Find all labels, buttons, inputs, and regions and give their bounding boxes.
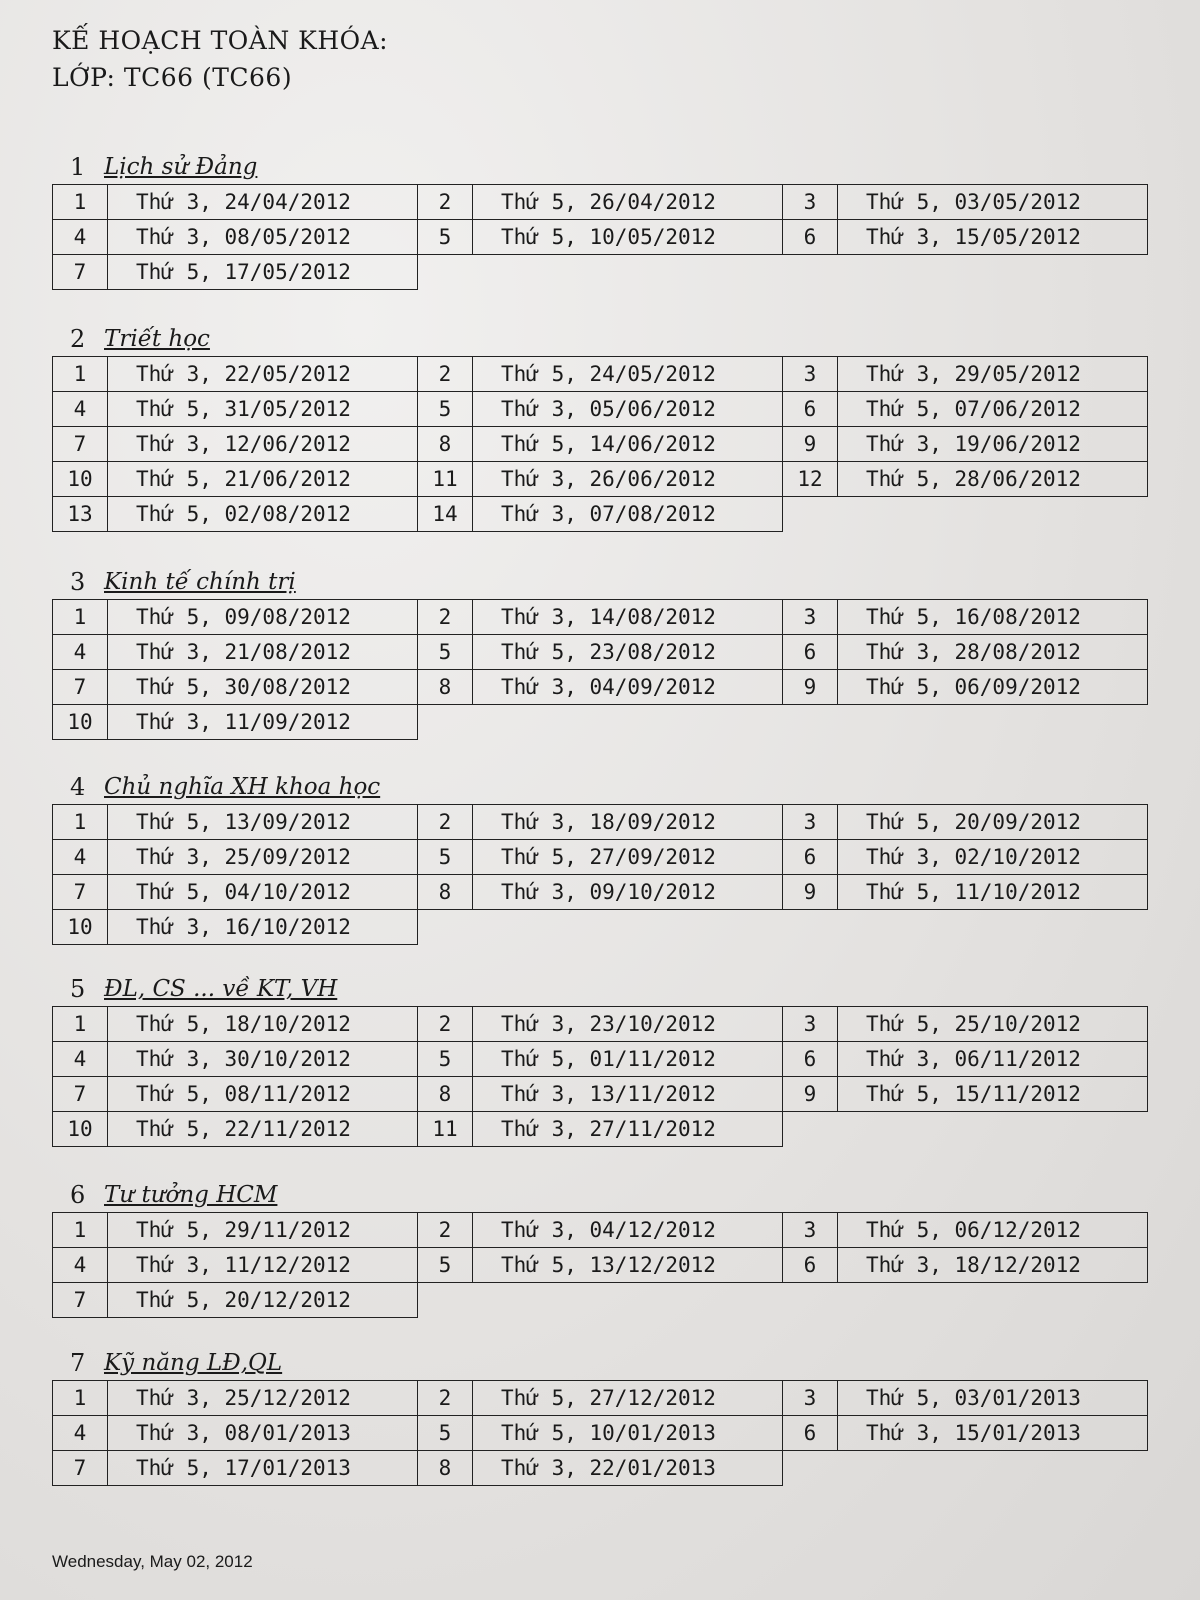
session-number: 1 [53, 805, 108, 840]
table-row [53, 427, 1148, 462]
table-row [53, 1451, 1148, 1486]
session-number: 2 [418, 357, 473, 392]
session-date: Thứ 3, 23/10/2012 [473, 1007, 783, 1042]
session-number: 3 [783, 600, 838, 635]
session-number: 2 [418, 1213, 473, 1248]
table-row [53, 1112, 1148, 1147]
course-section [52, 150, 1148, 290]
session-date: Thứ 5, 02/08/2012 [108, 497, 418, 532]
section-number: 6 [70, 1181, 86, 1209]
table-row [53, 1381, 1148, 1416]
course-section [52, 1178, 1148, 1318]
session-date: Thứ 5, 25/10/2012 [838, 1007, 1148, 1042]
session-number: 3 [783, 1007, 838, 1042]
session-date: Thứ 3, 26/06/2012 [473, 462, 783, 497]
session-date: Thứ 5, 29/11/2012 [108, 1213, 418, 1248]
session-number: 12 [783, 462, 838, 497]
session-date: Thứ 5, 30/08/2012 [108, 670, 418, 705]
session-number: 6 [783, 840, 838, 875]
session-date: Thứ 5, 28/06/2012 [838, 462, 1148, 497]
section-title: ĐL, CS ... về KT, VH [104, 976, 338, 1002]
session-number: 2 [418, 1007, 473, 1042]
table-row [53, 910, 1148, 945]
session-date: Thứ 3, 18/12/2012 [838, 1248, 1148, 1283]
session-date: Thứ 5, 26/04/2012 [473, 185, 783, 220]
session-number: 8 [418, 427, 473, 462]
session-number: 5 [418, 635, 473, 670]
section-number: 5 [70, 975, 86, 1003]
table-row [53, 255, 1148, 290]
session-date: Thứ 5, 17/05/2012 [108, 255, 418, 290]
session-number: 4 [53, 1042, 108, 1077]
session-number: 1 [53, 1007, 108, 1042]
session-number: 3 [783, 357, 838, 392]
session-number: 8 [418, 875, 473, 910]
session-date: Thứ 5, 24/05/2012 [473, 357, 783, 392]
session-date: Thứ 3, 09/10/2012 [473, 875, 783, 910]
session-number: 6 [783, 392, 838, 427]
section-heading [52, 1178, 1148, 1212]
session-date: Thứ 3, 21/08/2012 [108, 635, 418, 670]
empty-cell [783, 255, 838, 290]
section-title: Chủ nghĩa XH khoa học [104, 774, 381, 800]
session-number: 13 [53, 497, 108, 532]
session-number: 4 [53, 392, 108, 427]
empty-cell [473, 910, 783, 945]
section-heading [52, 972, 1148, 1006]
session-number: 9 [783, 875, 838, 910]
empty-cell [418, 910, 473, 945]
session-date: Thứ 5, 20/12/2012 [108, 1283, 418, 1318]
section-title: Triết học [104, 326, 210, 352]
empty-cell [418, 705, 473, 740]
session-date: Thứ 5, 11/10/2012 [838, 875, 1148, 910]
session-number: 5 [418, 1248, 473, 1283]
session-date: Thứ 3, 24/04/2012 [108, 185, 418, 220]
session-date: Thứ 5, 06/12/2012 [838, 1213, 1148, 1248]
session-number: 1 [53, 600, 108, 635]
empty-cell [418, 255, 473, 290]
session-number: 9 [783, 427, 838, 462]
session-number: 1 [53, 357, 108, 392]
session-date: Thứ 3, 04/09/2012 [473, 670, 783, 705]
table-row [53, 705, 1148, 740]
session-date: Thứ 5, 27/09/2012 [473, 840, 783, 875]
table-row [53, 1213, 1148, 1248]
section-title: Kinh tế chính trị [104, 569, 296, 595]
empty-cell [838, 255, 1148, 290]
session-table [52, 1006, 1148, 1147]
session-date: Thứ 3, 22/05/2012 [108, 357, 418, 392]
empty-cell [783, 910, 838, 945]
session-date: Thứ 5, 08/11/2012 [108, 1077, 418, 1112]
session-number: 4 [53, 1416, 108, 1451]
section-title: Lịch sử Đảng [104, 154, 258, 180]
section-number: 3 [70, 568, 86, 596]
session-number: 8 [418, 1451, 473, 1486]
session-number: 2 [418, 1381, 473, 1416]
empty-cell [783, 705, 838, 740]
header-title: KẾ HOẠCH TOÀN KHÓA: [52, 26, 389, 55]
empty-cell [838, 1112, 1148, 1147]
empty-cell [473, 1283, 783, 1318]
session-date: Thứ 5, 03/01/2013 [838, 1381, 1148, 1416]
session-number: 4 [53, 1248, 108, 1283]
course-section [52, 322, 1148, 532]
table-row [53, 185, 1148, 220]
session-number: 6 [783, 1416, 838, 1451]
session-date: Thứ 3, 12/06/2012 [108, 427, 418, 462]
session-date: Thứ 5, 18/10/2012 [108, 1007, 418, 1042]
session-date: Thứ 5, 20/09/2012 [838, 805, 1148, 840]
empty-cell [783, 1112, 838, 1147]
session-number: 7 [53, 670, 108, 705]
empty-cell [838, 497, 1148, 532]
session-number: 5 [418, 840, 473, 875]
session-date: Thứ 3, 04/12/2012 [473, 1213, 783, 1248]
session-number: 4 [53, 635, 108, 670]
empty-cell [838, 910, 1148, 945]
session-table [52, 599, 1148, 740]
section-heading [52, 770, 1148, 804]
session-number: 6 [783, 1248, 838, 1283]
session-date: Thứ 3, 27/11/2012 [473, 1112, 783, 1147]
session-date: Thứ 5, 17/01/2013 [108, 1451, 418, 1486]
session-number: 3 [783, 805, 838, 840]
session-number: 5 [418, 1042, 473, 1077]
session-number: 2 [418, 185, 473, 220]
session-number: 10 [53, 462, 108, 497]
session-date: Thứ 3, 11/09/2012 [108, 705, 418, 740]
table-row [53, 600, 1148, 635]
session-date: Thứ 3, 22/01/2013 [473, 1451, 783, 1486]
empty-cell [418, 1283, 473, 1318]
session-date: Thứ 3, 15/01/2013 [838, 1416, 1148, 1451]
session-date: Thứ 5, 07/06/2012 [838, 392, 1148, 427]
session-table [52, 356, 1148, 532]
session-number: 5 [418, 220, 473, 255]
session-date: Thứ 3, 14/08/2012 [473, 600, 783, 635]
session-number: 1 [53, 1213, 108, 1248]
session-date: Thứ 5, 23/08/2012 [473, 635, 783, 670]
table-row [53, 1416, 1148, 1451]
empty-cell [473, 705, 783, 740]
print-date: Wednesday, May 02, 2012 [52, 1552, 253, 1571]
table-row [53, 462, 1148, 497]
session-date: Thứ 5, 01/11/2012 [473, 1042, 783, 1077]
session-date: Thứ 5, 10/05/2012 [473, 220, 783, 255]
section-title: Kỹ năng LĐ,QL [104, 1350, 283, 1376]
session-date: Thứ 5, 13/09/2012 [108, 805, 418, 840]
session-date: Thứ 3, 07/08/2012 [473, 497, 783, 532]
course-section [52, 565, 1148, 740]
session-date: Thứ 5, 16/08/2012 [838, 600, 1148, 635]
empty-cell [783, 497, 838, 532]
table-row [53, 840, 1148, 875]
session-date: Thứ 5, 09/08/2012 [108, 600, 418, 635]
session-number: 9 [783, 1077, 838, 1112]
session-date: Thứ 3, 08/01/2013 [108, 1416, 418, 1451]
session-date: Thứ 3, 25/12/2012 [108, 1381, 418, 1416]
session-table [52, 804, 1148, 945]
session-number: 10 [53, 910, 108, 945]
session-number: 7 [53, 875, 108, 910]
table-row [53, 635, 1148, 670]
session-date: Thứ 3, 02/10/2012 [838, 840, 1148, 875]
session-number: 6 [783, 1042, 838, 1077]
section-heading [52, 565, 1148, 599]
table-row [53, 670, 1148, 705]
table-row [53, 497, 1148, 532]
section-heading [52, 322, 1148, 356]
session-number: 7 [53, 427, 108, 462]
session-date: Thứ 5, 06/09/2012 [838, 670, 1148, 705]
table-row [53, 220, 1148, 255]
session-date: Thứ 3, 18/09/2012 [473, 805, 783, 840]
session-number: 6 [783, 220, 838, 255]
session-date: Thứ 5, 21/06/2012 [108, 462, 418, 497]
session-date: Thứ 5, 15/11/2012 [838, 1077, 1148, 1112]
section-title: Tư tưởng HCM [104, 1182, 278, 1208]
session-number: 10 [53, 705, 108, 740]
session-number: 10 [53, 1112, 108, 1147]
empty-cell [838, 1283, 1148, 1318]
section-number: 7 [70, 1349, 86, 1377]
session-number: 1 [53, 185, 108, 220]
header-class: LỚP: TC66 (TC66) [52, 63, 293, 92]
session-date: Thứ 3, 13/11/2012 [473, 1077, 783, 1112]
section-number: 4 [70, 773, 86, 801]
section-number: 1 [70, 153, 86, 181]
table-row [53, 357, 1148, 392]
session-table [52, 1212, 1148, 1318]
session-number: 4 [53, 220, 108, 255]
session-number: 7 [53, 1451, 108, 1486]
document-header [52, 22, 388, 96]
empty-cell [783, 1283, 838, 1318]
session-number: 8 [418, 1077, 473, 1112]
session-number: 11 [418, 1112, 473, 1147]
section-heading [52, 150, 1148, 184]
session-date: Thứ 3, 08/05/2012 [108, 220, 418, 255]
session-number: 9 [783, 670, 838, 705]
session-date: Thứ 5, 13/12/2012 [473, 1248, 783, 1283]
session-date: Thứ 3, 16/10/2012 [108, 910, 418, 945]
table-row [53, 1007, 1148, 1042]
table-row [53, 392, 1148, 427]
session-number: 14 [418, 497, 473, 532]
section-heading [52, 1346, 1148, 1380]
session-date: Thứ 3, 15/05/2012 [838, 220, 1148, 255]
session-date: Thứ 5, 04/10/2012 [108, 875, 418, 910]
session-number: 4 [53, 840, 108, 875]
session-number: 7 [53, 1283, 108, 1318]
table-row [53, 1248, 1148, 1283]
table-row [53, 1042, 1148, 1077]
session-date: Thứ 5, 10/01/2013 [473, 1416, 783, 1451]
session-date: Thứ 3, 11/12/2012 [108, 1248, 418, 1283]
empty-cell [473, 255, 783, 290]
session-number: 8 [418, 670, 473, 705]
empty-cell [838, 705, 1148, 740]
table-row [53, 1283, 1148, 1318]
session-table [52, 1380, 1148, 1486]
session-table [52, 184, 1148, 290]
session-date: Thứ 5, 14/06/2012 [473, 427, 783, 462]
session-number: 3 [783, 185, 838, 220]
session-number: 7 [53, 255, 108, 290]
course-section [52, 770, 1148, 945]
table-row [53, 1077, 1148, 1112]
session-number: 5 [418, 1416, 473, 1451]
session-number: 2 [418, 600, 473, 635]
session-date: Thứ 3, 29/05/2012 [838, 357, 1148, 392]
session-date: Thứ 5, 22/11/2012 [108, 1112, 418, 1147]
session-number: 11 [418, 462, 473, 497]
session-number: 2 [418, 805, 473, 840]
empty-cell [783, 1451, 838, 1486]
session-number: 3 [783, 1213, 838, 1248]
table-row [53, 805, 1148, 840]
session-date: Thứ 5, 31/05/2012 [108, 392, 418, 427]
table-row [53, 875, 1148, 910]
session-number: 7 [53, 1077, 108, 1112]
session-number: 5 [418, 392, 473, 427]
empty-cell [838, 1451, 1148, 1486]
session-date: Thứ 3, 25/09/2012 [108, 840, 418, 875]
session-date: Thứ 3, 28/08/2012 [838, 635, 1148, 670]
session-date: Thứ 3, 30/10/2012 [108, 1042, 418, 1077]
session-date: Thứ 3, 19/06/2012 [838, 427, 1148, 462]
session-date: Thứ 5, 27/12/2012 [473, 1381, 783, 1416]
course-section [52, 1346, 1148, 1486]
session-date: Thứ 3, 05/06/2012 [473, 392, 783, 427]
session-number: 3 [783, 1381, 838, 1416]
session-number: 6 [783, 635, 838, 670]
section-number: 2 [70, 325, 86, 353]
session-date: Thứ 3, 06/11/2012 [838, 1042, 1148, 1077]
session-date: Thứ 5, 03/05/2012 [838, 185, 1148, 220]
course-section [52, 972, 1148, 1147]
session-number: 1 [53, 1381, 108, 1416]
